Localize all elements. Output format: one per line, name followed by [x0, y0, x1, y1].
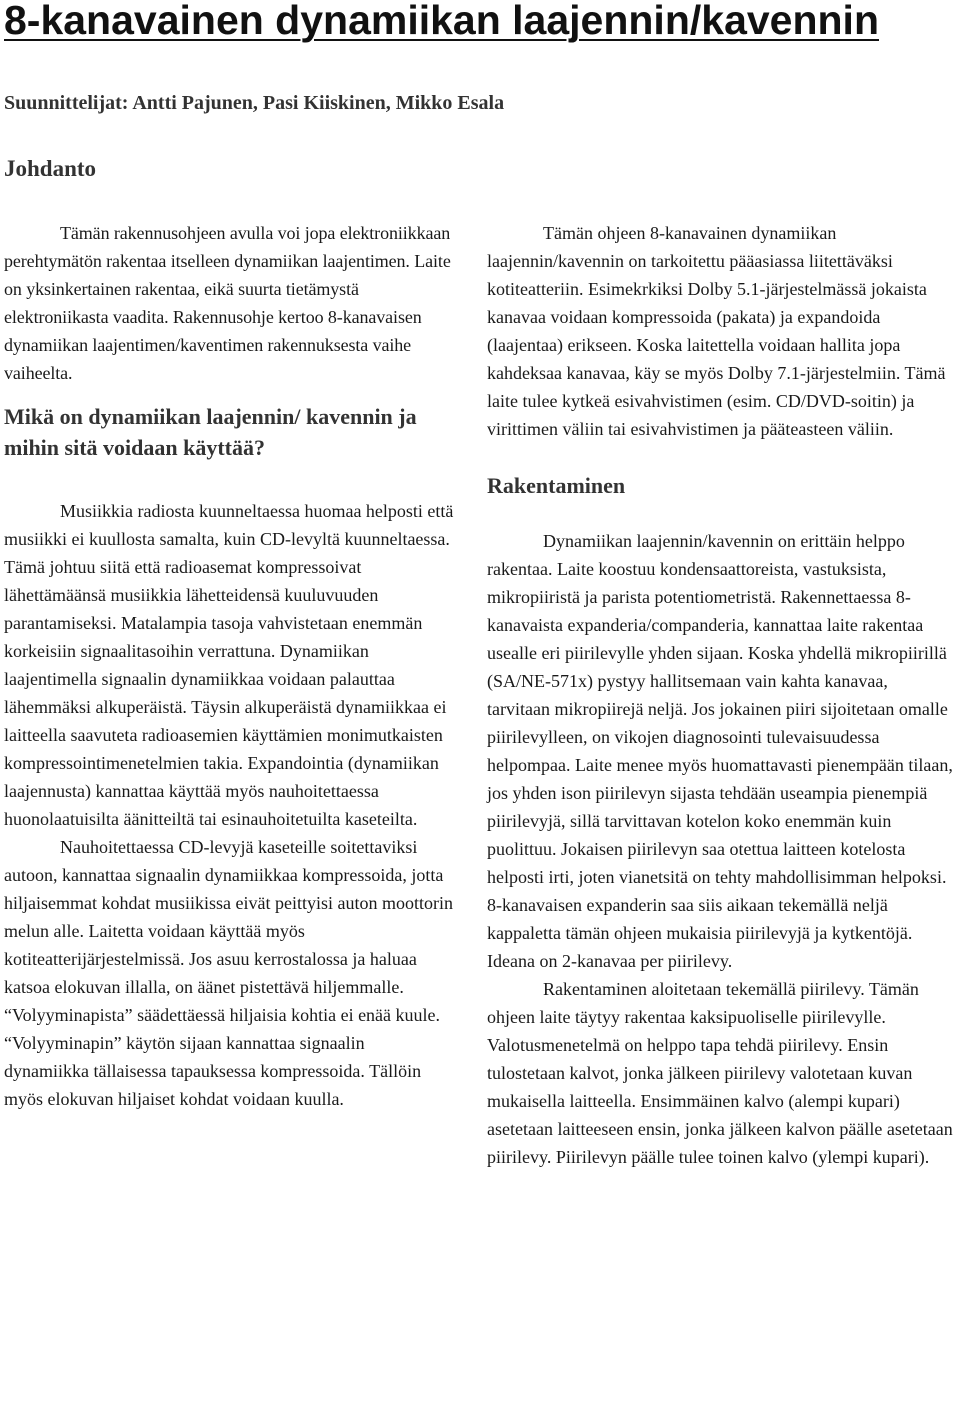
paragraph-pcb: Rakentaminen aloitetaan tekemällä piirilevy. Tämän ohjeen laite täytyy rakentaa kaksipuoliselle piirilevylle. Valotusmenetelmä on helppo tapa tehdä piirilevy. Ensin tulostetaan kalvot, jonka jälkeen piirilevy valotetaan kuvan mukaisella laitteella. Ensimmäinen kalvo (alempi kupari) asetetaan laitteeseen ensin, jonka jälkeen kalvon päälle asetetaan piirilevy. Piirilevyn päälle tulee toinen kalvo (ylempi kupari).	[487, 979, 953, 1167]
paragraph-car-cassette: Nauhoitettaessa CD-levyjä kaseteille soitettaviksi autoon, kannattaa signaalin dynamiikkaa kompressoida, jotta hiljaisemmat kohdat musiikissa eivät peittyisi auton moottorin melun alle. Laitetta voidaan käyttää myös kotiteatterijärjestelmissä. Jos asuu kerrostalossa ja haluaa katsoa elokuvan illalla, on äänet pistettävä hiljemmalle. “Volyyminapista” säädettäessä hiljaisia kohtia ei enää kuule. “Volyyminapin” käytön sijaan kannattaa signaalin dynamiikka tällaisessa tapauksessa kompressoida. Tällöin myös elokuvan hiljaiset kohdat voidaan kuulla.	[4, 837, 453, 1109]
right-column	[487, 219, 955, 1171]
page-title: 8-kanavainen dynamiikan laajennin/kavennin	[4, 0, 879, 43]
section-heading-building: Rakentaminen	[487, 473, 626, 498]
section-heading-what-is: Mikä on dynamiikan laajennin/ kavennin ja mihin sitä voidaan käyttää?	[4, 404, 417, 460]
authors-line: Suunnittelijat: Antti Pajunen, Pasi Kiiskinen, Mikko Esala	[4, 92, 505, 114]
left-column	[4, 219, 454, 1113]
intro-paragraph: Tämän rakennusohjeen avulla voi jopa elektroniikkaan perehtymätön rakentaa itselleen dynamiikan laajentimen. Laite on yksinkertainen rakentaa, eikä suurta tietämystä elektroniikasta vaadita. Rakennusohje kertoo 8-kanavaisen dynamiikan laajentimen/kaventimen rakennuksesta vaihe vaiheelta.	[4, 223, 451, 383]
paragraph-construction: Dynamiikan laajennin/kavennin on erittäin helppo rakentaa. Laite koostuu kondensaattoreista, vastuksista, mikropiiristä ja parista potentiometristä. Rakennettaessa 8-kanavaista expanderia/companderia, kannattaa laite rakentaa usealle eri piirilevylle yhden sijaan. Koska yhdellä mikropiirillä (SA/NE-571x) pystyy hallitsemaan vain kahta kanavaa, tarvitaan mikropiirejä neljä. Jos jokainen piiri sijoitetaan omalle piirilevylleen, on vikojen diagnosointi tulevaisuudessa helpompaa. Laite menee myös huomattavasti pienempään tilaan, jos yhden ison piirilevyn sijasta tehdään useampia pienempiä piirilevyjä, sillä tarvittavan kotelon koko enemmän kuin puolittuu. Jokaisen piirilevyn saa otettua laitteen kotelosta helposti irti, joten vianetsitä on tehty mahdollisimman helpoksi. 8-kanavaisen expanderin saa siis aikaan tekemällä neljä kappaletta tämän ohjeen mukaisia piirilevyjä ja kytkentöjä. Ideana on 2-kanavaa per piirilevy.	[487, 531, 953, 971]
paragraph-radio-compression: Musiikkia radiosta kuunneltaessa huomaa helposti että musiikki ei kuullosta samalta, kuin CD-levyltä kuunneltaessa. Tämä johtuu siitä että radioasemat kompressoivat lähettämäänsä musiikkia lähetteidensä kuuluvuuden parantamiseksi. Matalampia tasoja vahvistetaan enemmän korkeisiin signaalitasoihin verrattuna. Dynamiikan laajentimella signaalin dynamiikkaa voidaan palauttaa lähemmäksi alkuperäistä. Täysin alkuperäistä dynamiikkaa ei laitteella saavuteta radioasemien käyttämien monimutkaisten kompressointimenetelmien takia. Expandointia (dynamiikan laajennusta) kannattaa käyttää myös nauhoitettaessa huonolaatuisilta äänitteiltä tai esinauhoitetuilta kaseteilta.	[4, 501, 454, 829]
paragraph-home-theater: Tämän ohjeen 8-kanavainen dynamiikan laajennin/kavennin on tarkoitettu pääasiassa liitettäväksi kotiteatteriin. Esimekrkiksi Dolby 5.1-järjestelmässä jokaista kanavaa voidaan kompressoida (pakata) ja expandoida (laajentaa) erikseen. Koska laitettella voidaan hallita jopa kahdeksaa kanavaa, käy se myös Dolby 7.1-järjestelmiin. Tämä laite tulee kytkeä esivahvistimen (esim. CD/DVD-soitin) ja virittimen väliin tai esivahvistimen ja pääteasteen väliin.	[487, 223, 946, 439]
intro-heading: Johdanto	[4, 156, 97, 181]
